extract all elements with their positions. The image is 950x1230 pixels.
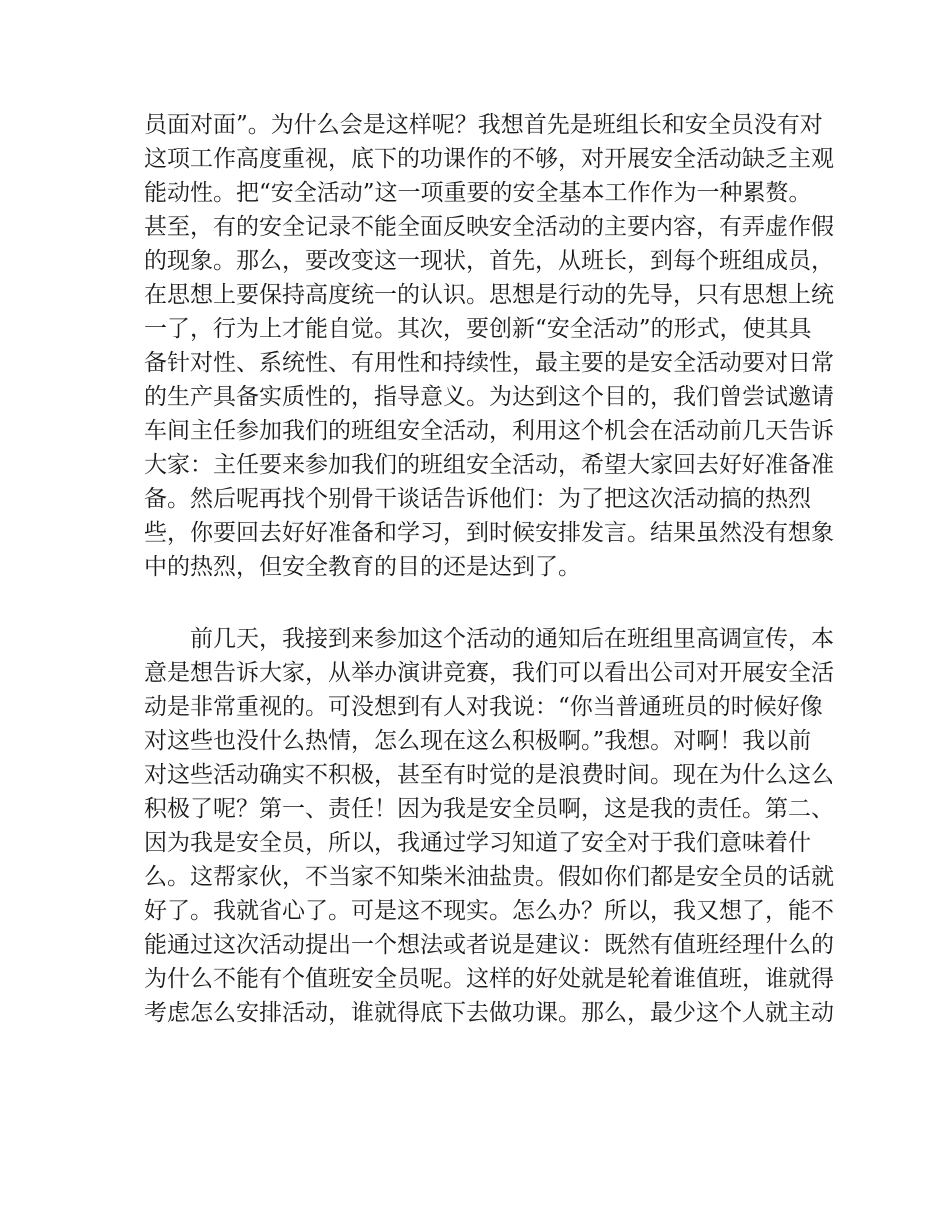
- text-line: 的现象。那么，要改变这一现状，首先，从班长，到每个班组成员，: [144, 248, 834, 274]
- text-line: 积极了呢？第一、责任！因为我是安全员啊，这是我的责任。第二、: [144, 796, 834, 822]
- text-line: 甚至，有的安全记录不能全面反映安全活动的主要内容，有弄虚作假: [144, 214, 834, 240]
- text-line: 因为我是安全员，所以，我通过学习知道了安全对于我们意味着什: [144, 830, 811, 856]
- text-line: 些，你要回去好好准备和学习，到时候安排发言。结果虽然没有想象: [144, 520, 834, 546]
- text-line: 考虑怎么安排活动，谁就得底下去做功课。那么，最少这个人就主动: [144, 1000, 834, 1026]
- text-line: 备。然后呢再找个别骨干谈话告诉他们：为了把这次活动搞的热烈: [144, 486, 811, 512]
- text-line: 能动性。把“安全活动”这一项重要的安全基本工作作为一种累赘。: [144, 180, 812, 206]
- text-line: 对这些也没什么热情，怎么现在这么积极啊。”我想。对啊！我以前: [144, 728, 812, 754]
- text-line: 的生产具备实质性的，指导意义。为达到这个目的，我们曾尝试邀请: [144, 384, 834, 410]
- text-line: 这项工作高度重视，底下的功课作的不够，对开展安全活动缺乏主观: [144, 146, 834, 172]
- text-line: 动是非常重视的。可没想到有人对我说：“你当普通班员的时候好像: [144, 694, 823, 720]
- text-line: 前几天，我接到来参加这个活动的通知后在班组里高调宣传，本: [144, 626, 834, 652]
- text-line: 意是想告诉大家，从举办演讲竞赛，我们可以看出公司对开展安全活: [144, 660, 834, 686]
- paragraph-1: [144, 108, 834, 584]
- text-line: 一了，行为上才能自觉。其次，要创新“安全活动”的形式，使其具: [144, 316, 812, 342]
- text-line: 好了。我就省心了。可是这不现实。怎么办？所以，我又想了，能不: [144, 898, 834, 924]
- paragraph-2: [144, 622, 834, 1030]
- text-line: 么。这帮家伙，不当家不知柴米油盐贵。假如你们都是安全员的话就: [144, 864, 834, 890]
- text-line: 能通过这次活动提出一个想法或者说是建议：既然有值班经理什么的: [144, 932, 834, 958]
- text-line: 员面对面”。为什么会是这样呢？我想首先是班组长和安全员没有对: [144, 112, 823, 138]
- text-line: 大家：主任要来参加我们的班组安全活动，希望大家回去好好准备准: [144, 452, 834, 478]
- text-line: 在思想上要保持高度统一的认识。思想是行动的先导，只有思想上统: [144, 282, 834, 308]
- text-line: 为什么不能有个值班安全员呢。这样的好处就是轮着谁值班，谁就得: [144, 966, 834, 992]
- text-line: 备针对性、系统性、有用性和持续性，最主要的是安全活动要对日常: [144, 350, 834, 376]
- text-line: 对这些活动确实不积极，甚至有时觉的是浪费时间。现在为什么这么: [144, 762, 834, 788]
- text-line: 中的热烈，但安全教育的目的还是达到了。: [144, 554, 581, 580]
- text-line: 车间主任参加我们的班组安全活动，利用这个机会在活动前几天告诉: [144, 418, 834, 444]
